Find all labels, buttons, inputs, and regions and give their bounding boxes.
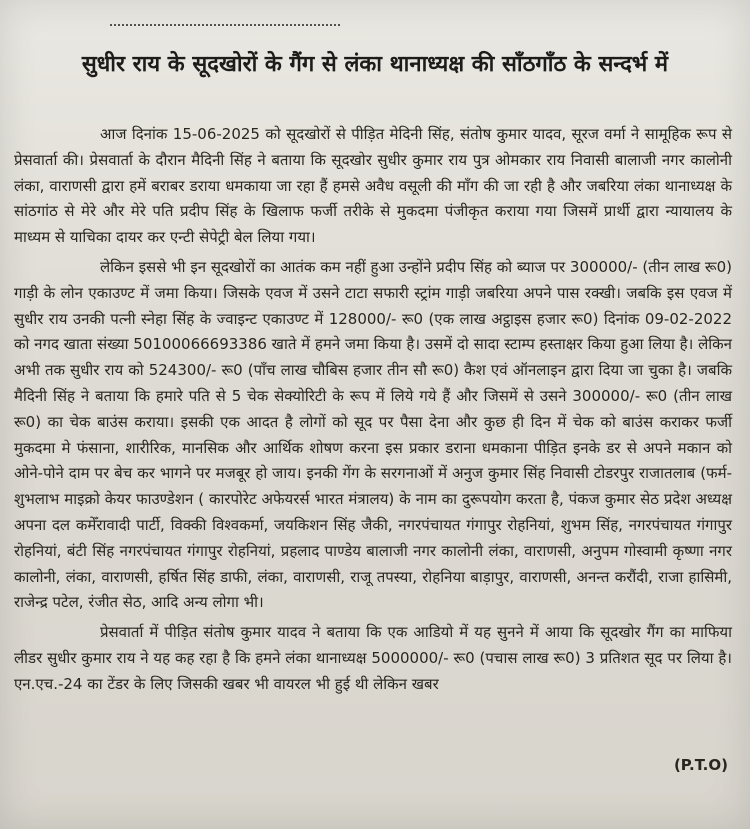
document-title: सुधीर राय के सूदखोरों के गैंग से लंका थानाध्यक्ष की साँठगाँठ के सन्दर्भ में	[81, 52, 669, 77]
paragraph-2: लेकिन इससे भी इन सूदखोरों का आतंक कम नहीं हुआ उन्होंने प्रदीप सिंह को ब्याज पर 300000/- (तीन लाख रू0) गाड़ी के लोन एकाउण्ट में जमा किया। जिसके एवज में उसने टाटा सफारी स्ट्रांम गाड़ी जबरिया अपने पास रक्खी। जबकि इस एवज में सुधीर राय उनकी पत्नी स्नेहा सिंह के ज्वाइन्ट एकाउण्ट में 128000/- रू0 (एक लाख अट्ठाइस हजार रू0) दिनांक 09-02-2022 को नगद खाता संख्या 50100066693386 खाते में हमने जमा किया है। उसमें दो सादा स्टाम्प हस्ताक्षर किया हुआ लिया है। लेकिन अभी तक सुधीर राय को 524300/- रू0 (पाँच लाख चौबिस हजार तीन सौ रू0) कैश एवं ऑनलाइन द्वारा दिया जा चुका है। जबकि मैदिनी सिंह ने बताया कि हमारे पति से 5 चेक सेक्योरिटी के रूप में लिये गये हैं और जिसमें से उसने 300000/- रू0 (तीन लाख रू0) का चेक बाउंस कराया। इसकी एक आदत है लोगों को सूद पर पैसा देना और कुछ ही दिन में चेक को बाउंस कराकर फर्जी मुकदमा मे फंसाना, शारीरिक, मानसिक और आर्थिक शोषण करना इस प्रकार डराना धमकाना पीड़ित इनके डर से अपने मकान को ओने-पोने दाम पर बेच कर भागने पर मजबूर हो जाय। इनकी गेंग के सरगनाओं में अनुज कुमार सिंह निवासी टोडरपुर राजातलाब (फर्म- शुभलाभ माइक्रो केयर फाउण्डेशन ( कारपोरेट अफेयरर्स भारत मंत्रालय) के नाम का दुरूपयोग करता है, पंकज कुमार सेठ प्रदेश अध्यक्ष अपना दल कमेँरावादी पार्टी, विक्की विश्वकर्मा, जयकिशन सिंह जैकी, नगरपंचायत गंगापुर रोहनियां, शुभम सिंह, नगरपंचायत गंगापुर रोहनियां, बंटी सिंह नगरपंचायत गंगापुर रोहनियां, प्रहलाद पाण्डेय बालाजी नगर कालोनी लंका, वाराणसी, अनुपम गोस्वामी कृष्णा नगर कालोनी, लंका, वाराणसी, हर्षित सिंह डाफी, लंका, वाराणसी, राजू तपस्या, रोहनिया बाड़ापुर, वाराणसी, अनन्त करौंदी, राजा हासिमी, राजेन्द्र पटेल, रंजीत सेठ, आदि अन्य लोगा भी।	[14, 257, 733, 612]
paragraph-1: आज दिनांक 15-06-2025 को सूदखोरों से पीड़ित मेदिनी सिंह, संतोष कुमार यादव, सूरज वर्मा ने सामूहिक रूप से प्रेसवार्ता की। प्रेसवार्ता के दौरान मैदिनी सिंह ने बताया कि सूदखोर सुधीर कुमार राय पुत्र ओमकार राय निवासी बालाजी नगर कालोनी लंका, वाराणसी द्वारा हमें बराबर डराया धमकाया जा रहा हैं हमसे अवैध वसूली की माँग की जा रही है और जबरिया लंका थानाध्यक्ष के सांठगांठ से मेरे और मेरे पति प्रदीप सिंह के खिलाफ फर्जी तरीके से मुकदमा पंजीकृत कराया गया जिसमें प्रार्थी द्वारा न्यायालय के माध्यम से याचिका दायर कर एन्टी सेपेट्री बेल लिया गया।	[14, 125, 732, 247]
paragraph-3: प्रेसवार्ता में पीड़ित संतोष कुमार यादव ने बताया कि एक आडियो में यह सुनने में आया कि सूदखोर गैंग का माफिया लीडर सुधीर कुमार राय ने यह कह रहा है कि हमने लंका थानाध्यक्ष 5000000/- रू0 (पचास लाख रू0) 3 प्रतिशत सूद पर लिया है। एन.एच.-24 का टेंडर के लिए जिसकी खबर भी वायरल भी हुई थी लेकिन खबर	[14, 623, 732, 693]
dotted-line	[110, 24, 340, 26]
pto-note: (P.T.O)	[673, 756, 728, 774]
document-body	[14, 122, 732, 702]
